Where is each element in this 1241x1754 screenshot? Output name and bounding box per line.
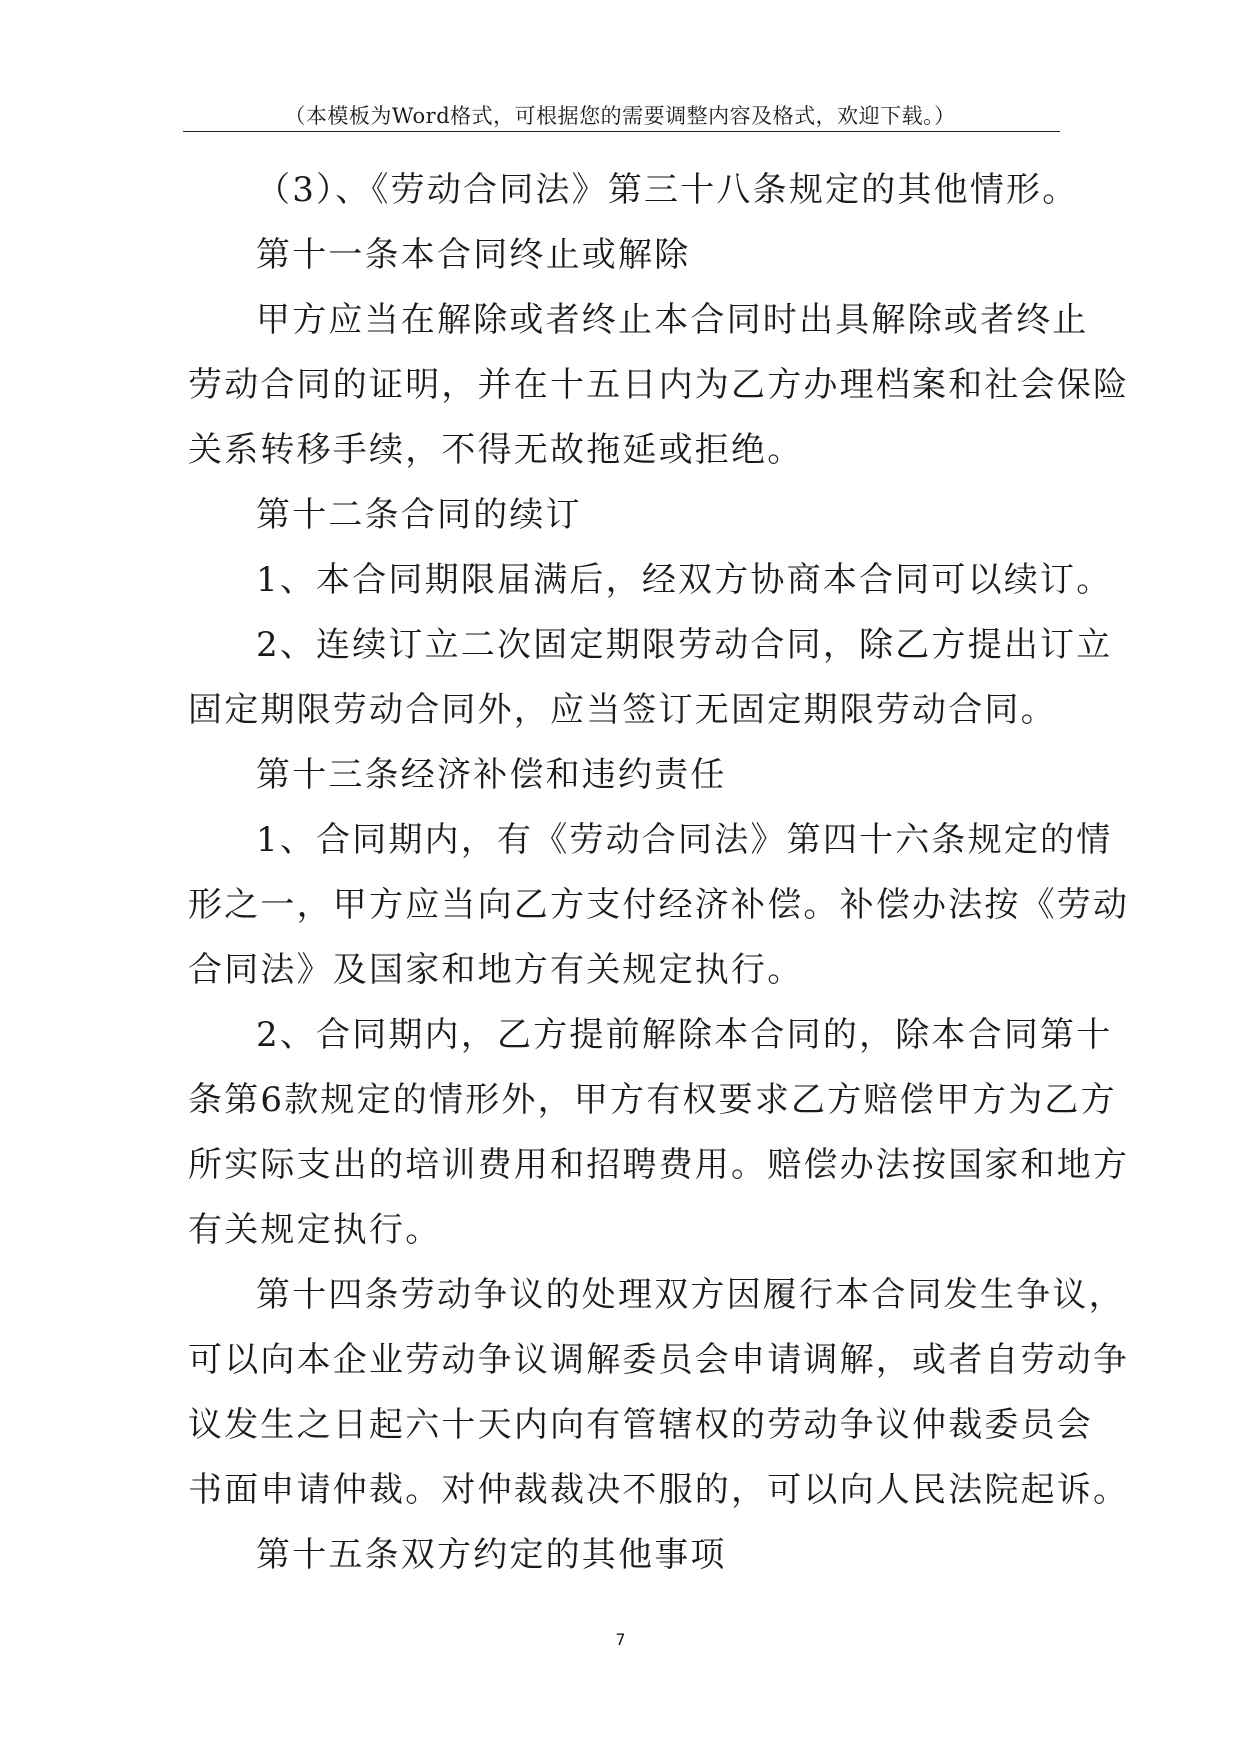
document-body (188, 158, 1130, 1588)
paragraph-line: 形之一，甲方应当向乙方支付经济补偿。补偿办法按《劳动 (188, 885, 1130, 925)
section-heading: 第十二条合同的续订 (256, 495, 582, 535)
paragraph-line: 劳动合同的证明，并在十五日内为乙方办理档案和社会保险 (188, 365, 1130, 405)
paragraph-line: 1、合同期内，有《劳动合同法》第四十六条规定的情 (256, 820, 1113, 860)
paragraph-line: 合同法》及国家和地方有关规定执行。 (188, 950, 804, 990)
paragraph-line: 议发生之日起六十天内向有管辖权的劳动争议仲裁委员会 (188, 1405, 1093, 1445)
section-heading: 第十一条本合同终止或解除 (256, 235, 691, 275)
page-number: 7 (615, 1630, 626, 1649)
section-heading: 第十三条经济补偿和违约责任 (256, 755, 727, 795)
paragraph-line: 甲方应当在解除或者终止本合同时出具解除或者终止 (256, 300, 1089, 340)
paragraph-line: 关系转移手续，不得无故拖延或拒绝。 (188, 430, 804, 470)
header-note: （本模板为Word格式，可根据您的需要调整内容及格式，欢迎下载。） (284, 104, 956, 128)
paragraph-line: 所实际支出的培训费用和招聘费用。赔偿办法按国家和地方 (188, 1145, 1130, 1185)
section-heading: 第十五条双方约定的其他事项 (256, 1535, 727, 1575)
paragraph-line: 可以向本企业劳动争议调解委员会申请调解，或者自劳动争 (188, 1340, 1130, 1380)
header-divider (183, 131, 1060, 132)
paragraph-line: 书面申请仲裁。对仲裁裁决不服的，可以向人民法院起诉。 (188, 1470, 1130, 1510)
paragraph-line: 2、合同期内，乙方提前解除本合同的，除本合同第十 (256, 1015, 1113, 1055)
paragraph-line: 固定期限劳动合同外，应当签订无固定期限劳动合同。 (188, 690, 1057, 730)
paragraph-line: 条第6款规定的情形外，甲方有权要求乙方赔偿甲方为乙方 (188, 1080, 1117, 1120)
paragraph-line: （3）、《劳动合同法》第三十八条规定的其他情形。 (256, 170, 1079, 210)
paragraph-line: 有关规定执行。 (188, 1210, 442, 1250)
paragraph-line: 1、本合同期限届满后，经双方协商本合同可以续订。 (256, 560, 1113, 600)
paragraph-line: 2、连续订立二次固定期限劳动合同，除乙方提出订立 (256, 625, 1113, 665)
paragraph-line: 第十四条劳动争议的处理双方因履行本合同发生争议， (256, 1275, 1125, 1315)
